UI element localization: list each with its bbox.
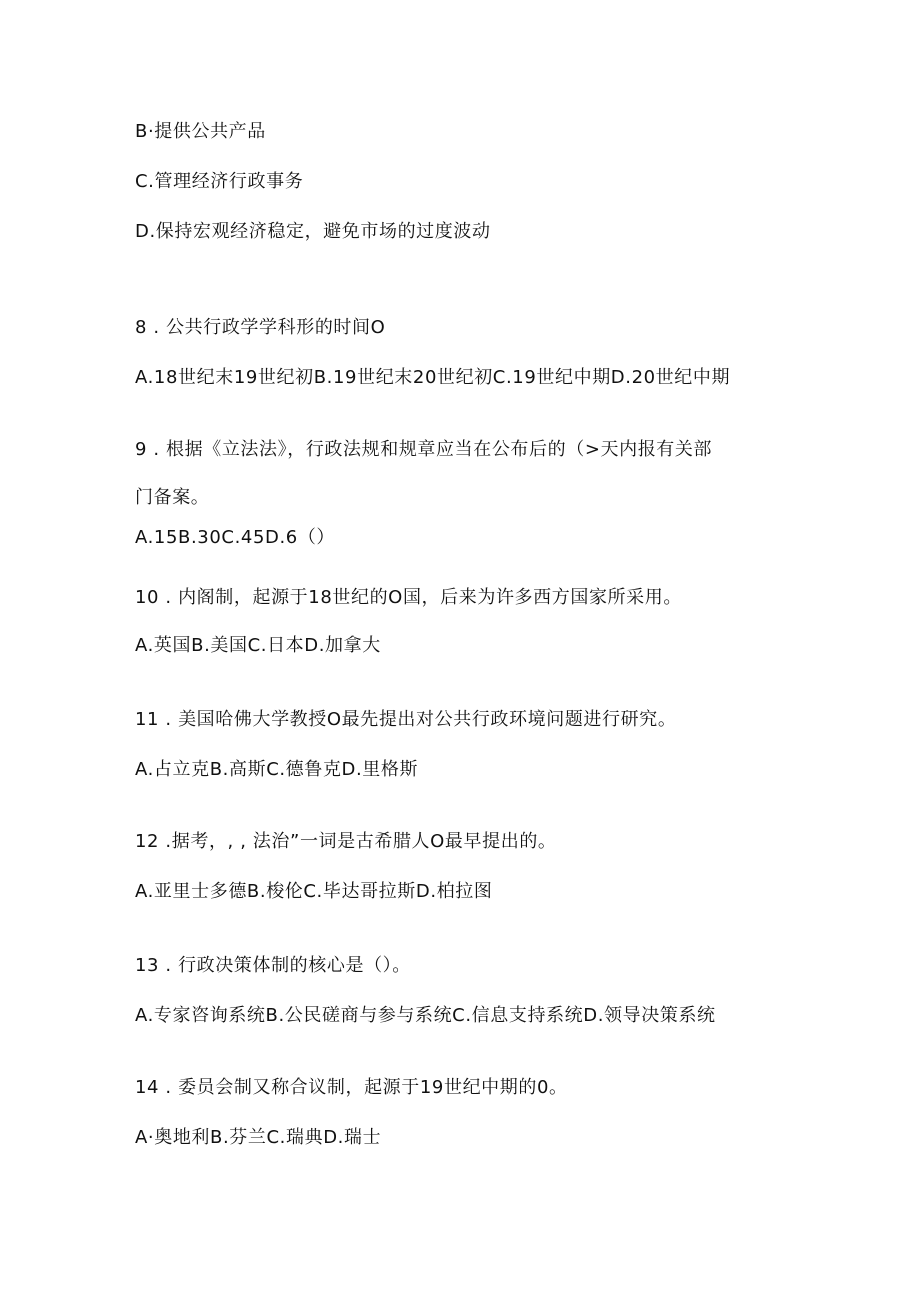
question-14-options: A·奥地利B.芬兰C.瑞典D.瑞士 xyxy=(135,1127,382,1148)
option-d-line: D.保持宏观经济稳定，避免市场的过度波动 xyxy=(135,221,491,242)
question-12: 12 .据考，, , 法治”一词是古希腊人O最早提出的。 xyxy=(135,831,557,852)
option-b-line: B·提供公共产品 xyxy=(135,121,266,142)
question-9: 9 . 根据《立法法》，行政法规和规章应当在公布后的（>天内报有关部 xyxy=(135,439,713,460)
question-14: 14 . 委员会制又称合议制，起源于19世纪中期的0。 xyxy=(135,1077,568,1098)
question-9-continuation: 门备案。 xyxy=(135,487,210,508)
question-12-options: A.亚里士多德B.梭伦C.毕达哥拉斯D.柏拉图 xyxy=(135,881,493,902)
question-11-options: A.占立克B.高斯C.德鲁克D.里格斯 xyxy=(135,759,419,780)
question-8: 8 . 公共行政学学科形的时间O xyxy=(135,317,386,338)
question-13: 13 . 行政决策体制的核心是（）。 xyxy=(135,955,411,976)
question-13-options: A.专家咨询系统B.公民磋商与参与系统C.信息支持系统D.领导决策系统 xyxy=(135,1005,716,1026)
question-10: 10 . 内阁制，起源于18世纪的O国，后来为许多西方国家所采用。 xyxy=(135,587,682,608)
question-11: 11 . 美国哈佛大学教授O最先提出对公共行政环境问题进行研究。 xyxy=(135,709,677,730)
question-10-options: A.英国B.美国C.日本D.加拿大 xyxy=(135,635,381,656)
question-8-options: A.18世纪末19世纪初B.19世纪末20世纪初C.19世纪中期D.20世纪中期 xyxy=(135,367,731,388)
question-9-options: A.15B.30C.45D.6（） xyxy=(135,527,336,548)
option-c-line: C.管理经济行政事务 xyxy=(135,171,304,192)
